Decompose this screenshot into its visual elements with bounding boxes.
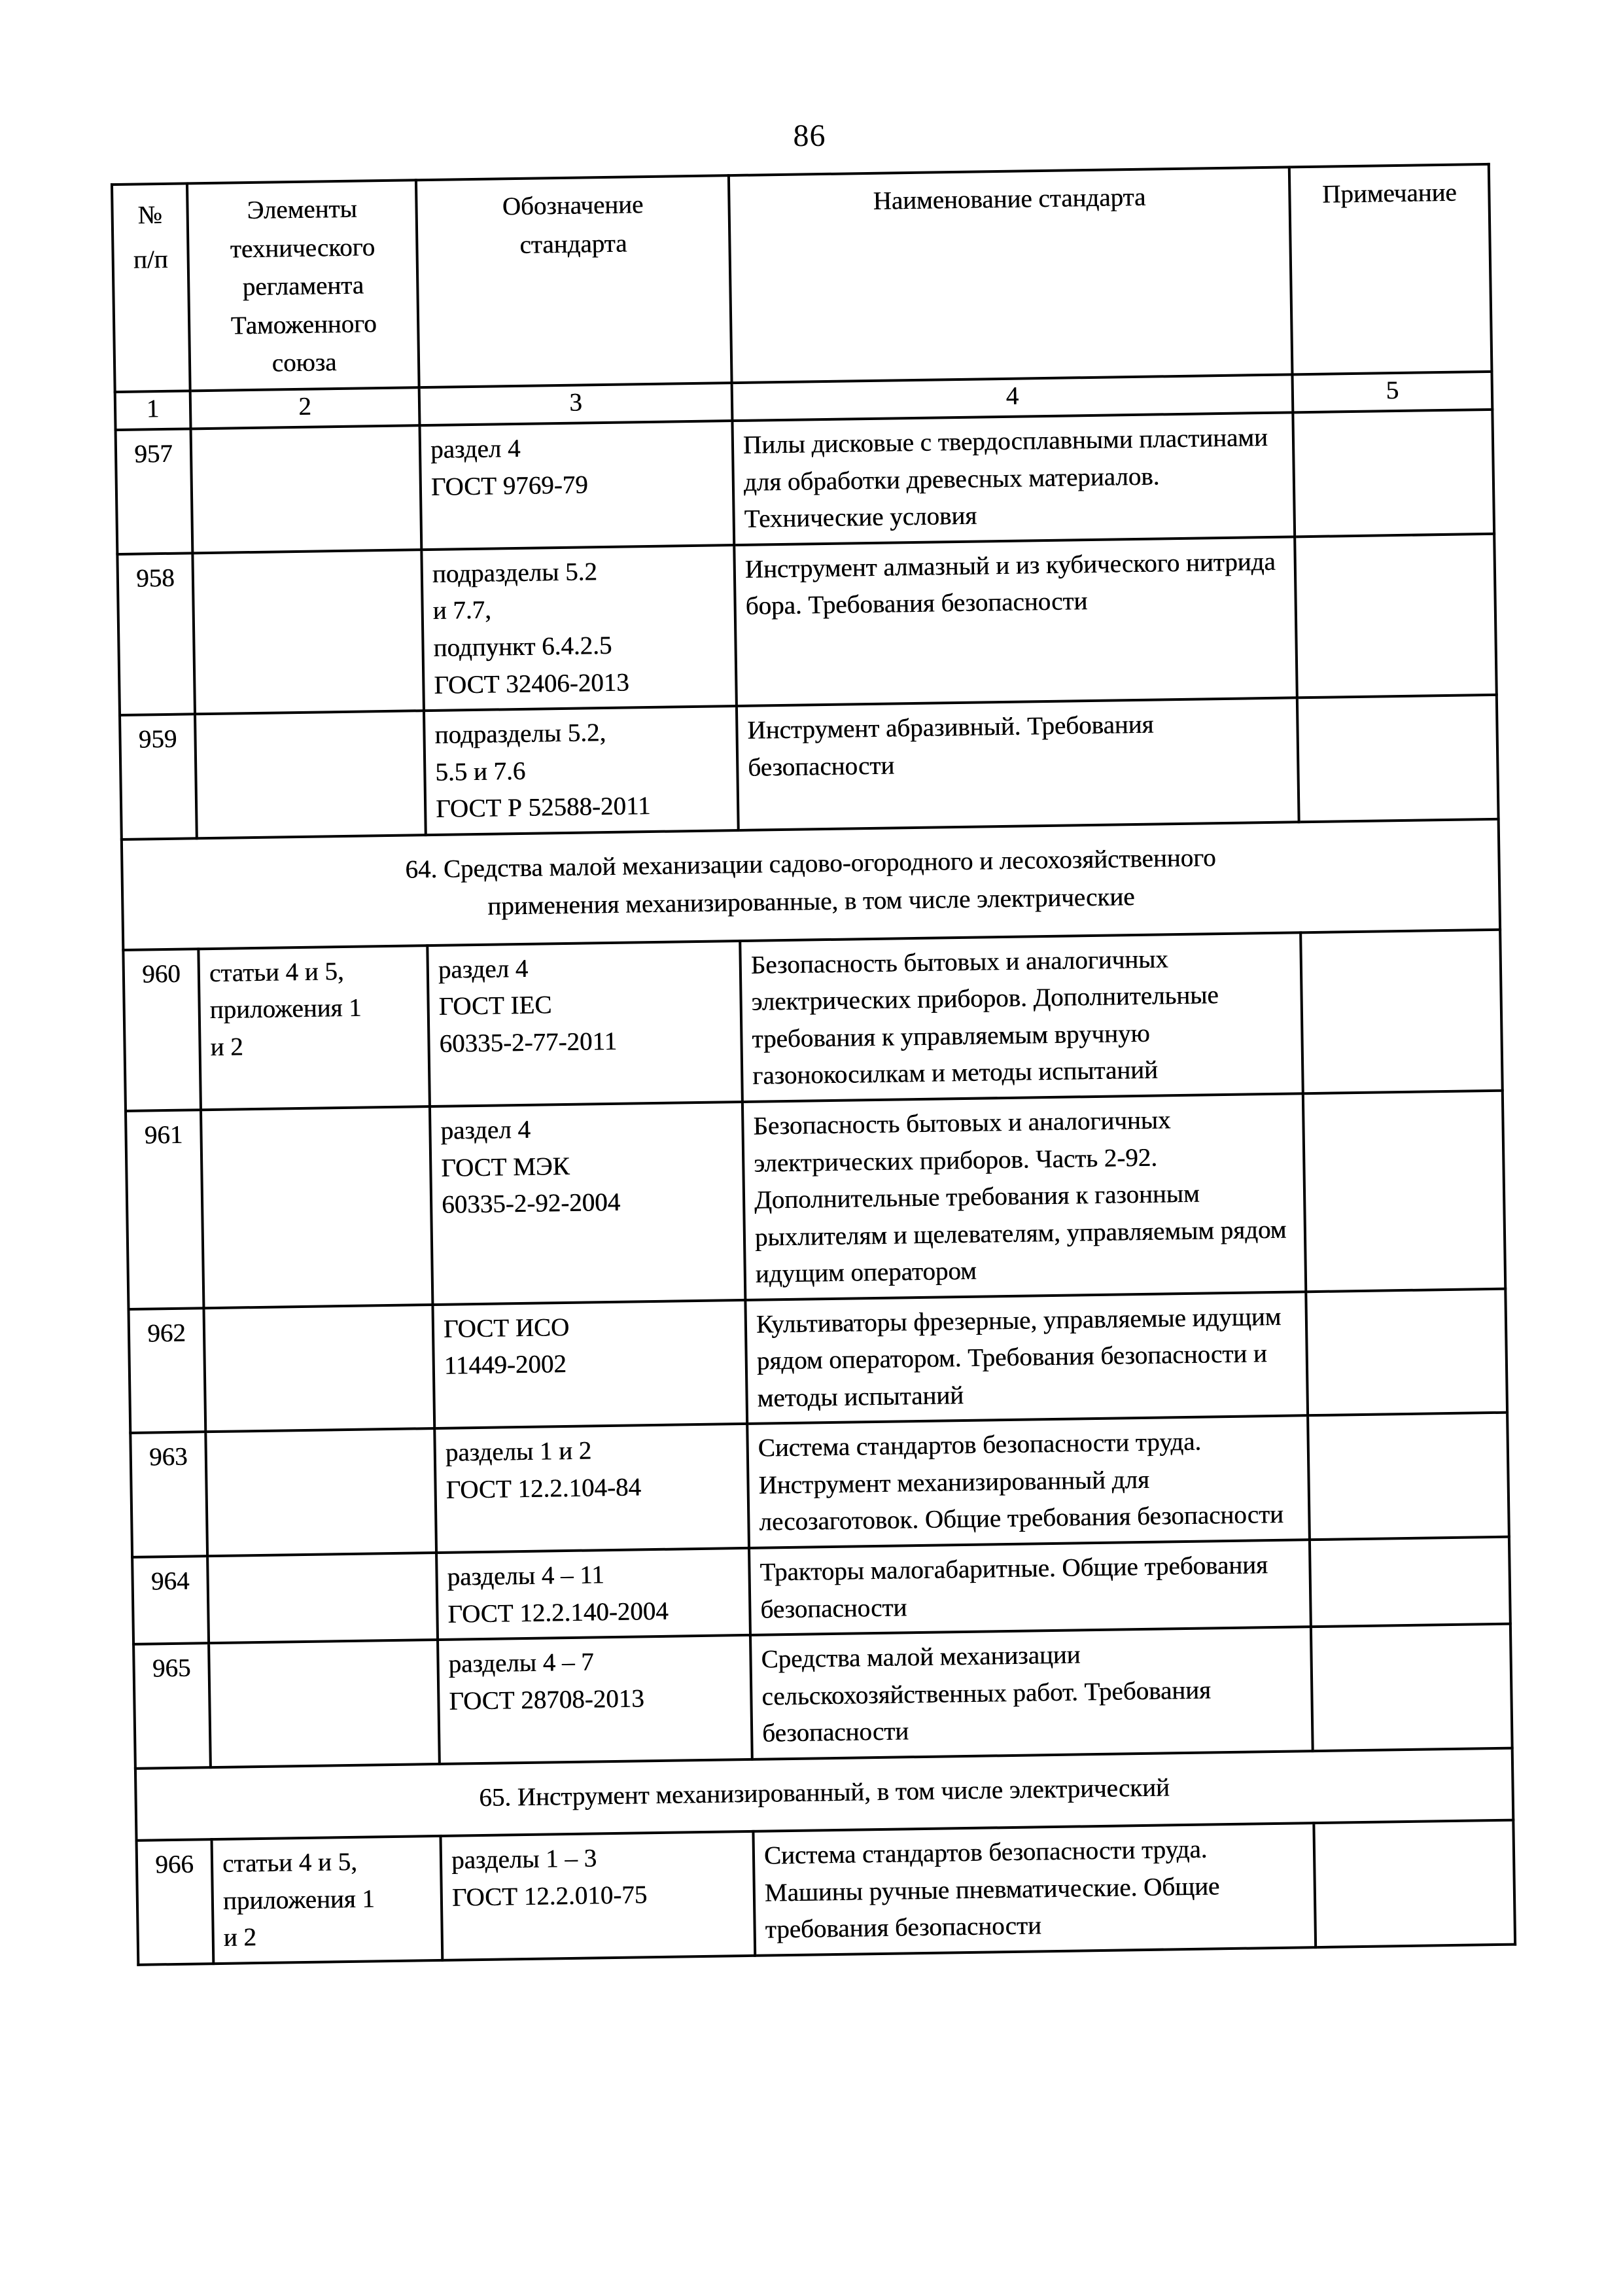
- regulation-elements-cell: [209, 1640, 440, 1767]
- col-header-designation: Обозначение стандарта: [416, 175, 732, 387]
- standards-table-wrapper: [111, 161, 1623, 1966]
- regulation-elements-cell: [207, 1553, 438, 1643]
- table-header-row: [112, 164, 1492, 392]
- standard-designation-cell: разделы 1 – 3 ГОСТ 12.2.010-75: [440, 1831, 755, 1960]
- regulation-elements-cell: статьи 4 и 5, приложения 1 и 2: [198, 945, 430, 1110]
- col-number-5: 5: [1292, 371, 1492, 412]
- standard-designation-cell: ГОСТ ИСО 11449-2002: [432, 1300, 747, 1429]
- regulation-elements-cell: [191, 425, 422, 553]
- standard-name-cell: Система стандартов безопасности труда. Машины ручные пневматические. Общие требования безопасности: [753, 1823, 1316, 1955]
- regulation-elements-cell: [201, 1106, 432, 1308]
- table-row: [116, 410, 1495, 554]
- note-cell: [1293, 410, 1494, 537]
- note-cell: [1311, 1624, 1512, 1751]
- table-row: [130, 1413, 1509, 1557]
- standard-name-cell: Инструмент алмазный и из кубического нитрида бора. Требования безопасности: [734, 537, 1297, 706]
- table-row: [133, 1624, 1512, 1769]
- section-header: 64. Средства малой механизации садово-огородного и лесохозяйственного применения механизированные, в том числе электрические: [122, 819, 1500, 950]
- table-row: [117, 534, 1496, 715]
- standards-table: [111, 163, 1516, 1966]
- standard-name-cell: Культиваторы фрезерные, управляемые идущим рядом оператором. Требования безопасности и методы испытаний: [745, 1292, 1308, 1424]
- col-header-name: Наименование стандарта: [729, 167, 1293, 382]
- col-header-note: Примечание: [1289, 164, 1492, 374]
- col-number-3: 3: [419, 383, 733, 426]
- table-row: [128, 1288, 1507, 1433]
- note-cell: [1310, 1537, 1510, 1627]
- standard-name-cell: Инструмент абразивный. Требования безопасности: [737, 698, 1299, 830]
- table-row: [123, 930, 1502, 1111]
- note-cell: [1314, 1820, 1515, 1947]
- standard-designation-cell: подразделы 5.2 и 7.7, подпункт 6.4.2.5 ГОСТ 32406-2013: [421, 545, 737, 711]
- section-header: 65. Инструмент механизированный, в том числе электрический: [135, 1748, 1513, 1841]
- row-number-cell: 965: [133, 1643, 211, 1768]
- standard-name-cell: Безопасность бытовых и аналогичных электрических приборов. Дополнительные требования к управляемым вручную газонокосилкам и методы испытаний: [740, 932, 1303, 1102]
- standard-name-cell: Безопасность бытовых и аналогичных электрических приборов. Часть 2-92. Дополнительные требования к газонным рыхлителям и щелевателям, управляемым рядом идущим оператором: [742, 1093, 1306, 1299]
- standard-name-cell: Тракторы малогабаритные. Общие требования безопасности: [749, 1540, 1311, 1635]
- row-number-cell: 964: [132, 1556, 209, 1644]
- note-cell: [1308, 1413, 1509, 1540]
- note-cell: [1297, 695, 1499, 822]
- standard-designation-cell: разделы 4 – 7 ГОСТ 28708-2013: [438, 1635, 752, 1764]
- row-number-cell: 960: [123, 949, 201, 1111]
- row-number-cell: 962: [128, 1308, 205, 1433]
- regulation-elements-cell: [203, 1305, 434, 1432]
- standard-designation-cell: раздел 4 ГОСТ IEC 60335-2-77-2011: [427, 941, 742, 1106]
- row-number-cell: 958: [117, 553, 195, 715]
- standard-designation-cell: раздел 4 ГОСТ 9769-79: [420, 421, 735, 550]
- page-number: 86: [793, 118, 826, 153]
- regulation-elements-cell: статьи 4 и 5, приложения 1 и 2: [212, 1836, 443, 1964]
- col-number-2: 2: [190, 387, 420, 429]
- table-row: [126, 1091, 1505, 1309]
- standard-designation-cell: разделы 1 и 2 ГОСТ 12.2.104-84: [434, 1424, 749, 1553]
- regulation-elements-cell: [195, 711, 426, 838]
- regulation-elements-cell: [192, 550, 424, 714]
- table-row: [120, 695, 1499, 839]
- note-cell: [1306, 1288, 1507, 1415]
- col-header-number: № п/п: [112, 183, 190, 391]
- col-number-1: 1: [115, 391, 191, 430]
- row-number-cell: 959: [120, 714, 197, 839]
- note-cell: [1295, 534, 1497, 698]
- standard-name-cell: Пилы дисковые с твердосплавными пластинами для обработки древесных материалов. Технические условия: [732, 413, 1295, 545]
- table-row: [137, 1820, 1516, 1965]
- standard-name-cell: Средства малой механизации сельскохозяйственных работ. Требования безопасности: [750, 1627, 1313, 1759]
- col-header-elements: Элементы технического регламента Таможенного союза: [187, 180, 419, 391]
- row-number-cell: 957: [116, 429, 193, 554]
- col-number-4: 4: [732, 374, 1293, 421]
- section-header-row: [122, 819, 1500, 950]
- regulation-elements-cell: [205, 1428, 436, 1556]
- standard-designation-cell: раздел 4 ГОСТ МЭК 60335-2-92-2004: [430, 1102, 745, 1305]
- row-number-cell: 961: [126, 1110, 203, 1309]
- standard-designation-cell: подразделы 5.2, 5.5 и 7.6 ГОСТ Р 52588-2011: [424, 706, 739, 835]
- standard-designation-cell: разделы 4 – 11 ГОСТ 12.2.140-2004: [436, 1548, 750, 1640]
- row-number-cell: 966: [137, 1839, 214, 1964]
- row-number-cell: 963: [130, 1432, 207, 1557]
- note-cell: [1303, 1091, 1505, 1292]
- standard-name-cell: Система стандартов безопасности труда. Инструмент механизированный для лесозаготовок. Общие требования безопасности: [747, 1416, 1310, 1548]
- note-cell: [1300, 930, 1503, 1094]
